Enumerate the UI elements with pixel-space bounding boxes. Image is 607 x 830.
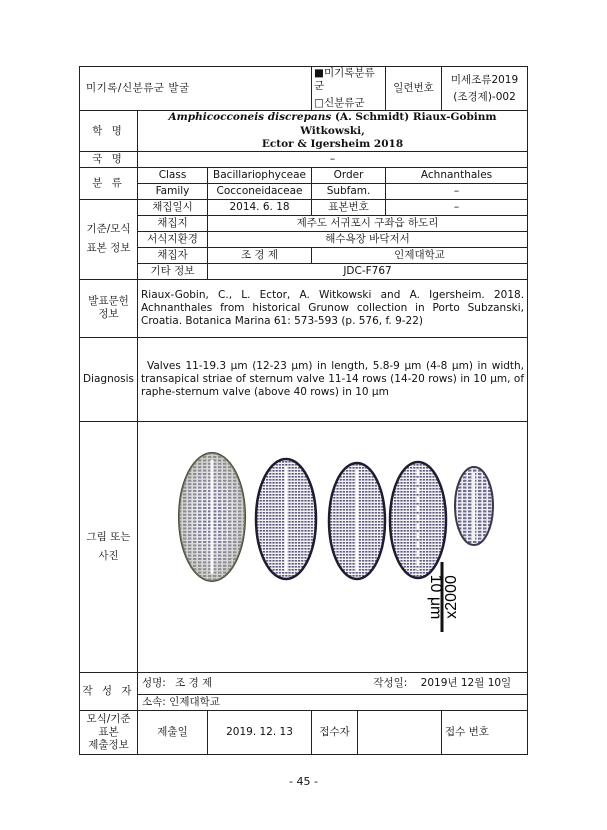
classification-label: 분 류: [80, 167, 138, 199]
scale-label: 10 μm: [427, 574, 444, 620]
scale-bar: [427, 562, 460, 632]
author-label: 작 성 자: [80, 672, 138, 710]
magnification-label: x2000: [443, 574, 460, 619]
publication-text: Riaux-Gobin, C., L. Ector, A. Witkowski and A. Igersheim. 2018. Achnanthales from historical Grunow collection in Porto Subzanski, Croatia. Botanica Marina 61: 573-593 (p. 576, f. 9-22): [138, 279, 528, 337]
submission-date-label: 제출일: [138, 710, 208, 754]
diatom-valve-4: [390, 462, 446, 578]
author-name-value: 조 경 제: [175, 676, 213, 689]
specimen-number-value: –: [386, 199, 528, 215]
specimen-row-other: [80, 263, 528, 279]
affiliation-cell: [138, 694, 528, 710]
photo-row: [80, 421, 528, 672]
author-row-2: [80, 694, 528, 710]
authority-line-2: Ector & Igersheim 2018: [261, 137, 404, 150]
classification-row-1: [80, 167, 528, 183]
class-value: Bacillariophyceae: [208, 167, 312, 183]
submission-date-value: 2019. 12. 13: [208, 710, 312, 754]
subfam-label: Subfam.: [312, 183, 386, 199]
scientific-name-row: [80, 111, 528, 151]
korean-name-label: 국 명: [80, 151, 138, 167]
other-info-value: JDC-F767: [208, 263, 528, 279]
collector-value: 조 경 제: [208, 247, 312, 263]
classification-row-2: [80, 183, 528, 199]
author-name-label: 성명:: [142, 676, 166, 689]
publication-label-line-1: 발표문헌: [88, 295, 129, 308]
subfam-value: –: [386, 183, 528, 199]
option-unrecorded: ■미기록분류군: [314, 67, 375, 93]
family-value: Cocconeidaceae: [208, 183, 312, 199]
habitat-label: 서식지환경: [138, 231, 208, 247]
author-row-1: [80, 672, 528, 694]
author-date-value: 2019년 12월 10일: [420, 676, 512, 689]
submission-label-line-3: 제출정보: [88, 738, 129, 751]
authority-line-1: (A. Schmidt) Riaux-Gobinm Witkowski,: [300, 111, 497, 137]
collector-institution: 인제대학교: [312, 247, 528, 263]
specimen-row-site: [80, 215, 528, 231]
publication-label-line-2: 정보: [98, 308, 119, 321]
receipt-number-cell: [442, 710, 528, 754]
scientific-name-label: 학 명: [80, 111, 138, 151]
diagnosis-text: Valves 11-19.3 μm (12-23 μm) in length, 5.8-9 μm (4-8 μm) in width, transapical striae of sternum valve 11-14 rows (14-20 rows) in 10 μm, of raphe-sternum valve (above 40 rows) in 10 μm: [138, 337, 528, 421]
specimen-record-form: [79, 66, 527, 751]
species-name: Amphicocconeis discrepans: [168, 111, 332, 124]
author-date-cell: [358, 672, 528, 694]
submission-row: [80, 710, 528, 754]
scientific-name-value: [138, 111, 528, 151]
option-new-taxon: □신분류군: [314, 97, 365, 110]
order-label: Order: [312, 167, 386, 183]
specimen-label: [80, 199, 138, 279]
diatom-valve-3: [329, 463, 385, 579]
specimen-row-collector: [80, 247, 528, 263]
author-name-cell: [138, 672, 358, 694]
specimen-label-line-2: 표본 정보: [86, 242, 131, 255]
habitat-value: 해수욕장 바닥저서: [208, 231, 528, 247]
diatom-valve-2: [256, 459, 316, 579]
author-date-label: 작성일:: [373, 676, 408, 689]
receipt-number-label: 접수 번호: [445, 725, 489, 738]
serial-line-1: 미세조류2019: [450, 73, 519, 86]
submission-label-line-1: 모식/기준: [86, 712, 131, 725]
diagnosis-row: [80, 337, 528, 421]
diatom-valve-5: [455, 467, 493, 545]
other-info-label: 기타 정보: [138, 263, 208, 279]
specimen-row-habitat: [80, 231, 528, 247]
collection-site-label: 채집지: [138, 215, 208, 231]
header-row: [80, 67, 528, 111]
family-label: Family: [138, 183, 208, 199]
korean-name-row: [80, 151, 528, 167]
serial-line-2: (조경제)-002: [453, 90, 516, 103]
serial-number: [442, 67, 528, 111]
collector-label: 채집자: [138, 247, 208, 263]
diatom-micrograph: [138, 422, 526, 672]
photo-label: [80, 421, 138, 672]
class-label: Class: [138, 167, 208, 183]
publication-row: [80, 279, 528, 337]
submission-label: [80, 710, 138, 754]
photo-cell: [138, 421, 528, 672]
serial-label: 일련번호: [386, 67, 442, 111]
category-options: [312, 67, 386, 111]
collection-site-value: 제주도 서귀포시 구좌읍 하도리: [208, 215, 528, 231]
collection-date-label: 채집일시: [138, 199, 208, 215]
order-value: Achnanthales: [386, 167, 528, 183]
publication-label: [80, 279, 138, 337]
photo-label-line-1: 그림 또는: [86, 530, 131, 543]
specimen-label-line-1: 기준/모식: [86, 223, 131, 236]
diagnosis-label: Diagnosis: [80, 337, 138, 421]
submission-label-line-2: 표본: [98, 725, 119, 738]
diatom-valve-1: [179, 453, 245, 581]
collection-date-value: 2014. 6. 18: [208, 199, 312, 215]
specimen-row-date: [80, 199, 528, 215]
photo-label-line-2: 사진: [98, 549, 119, 562]
receiver-label: 접수자: [312, 710, 358, 754]
form-title: 미기록/신분류군 발굴: [80, 67, 312, 111]
affiliation-value: 인제대학교: [169, 695, 220, 708]
receiver-value: [358, 710, 442, 754]
record-table: [79, 66, 528, 755]
specimen-number-label: 표본번호: [312, 199, 386, 215]
page-number: - 45 -: [289, 775, 318, 788]
affiliation-label: 소속:: [142, 695, 166, 708]
korean-name-value: –: [138, 151, 528, 167]
